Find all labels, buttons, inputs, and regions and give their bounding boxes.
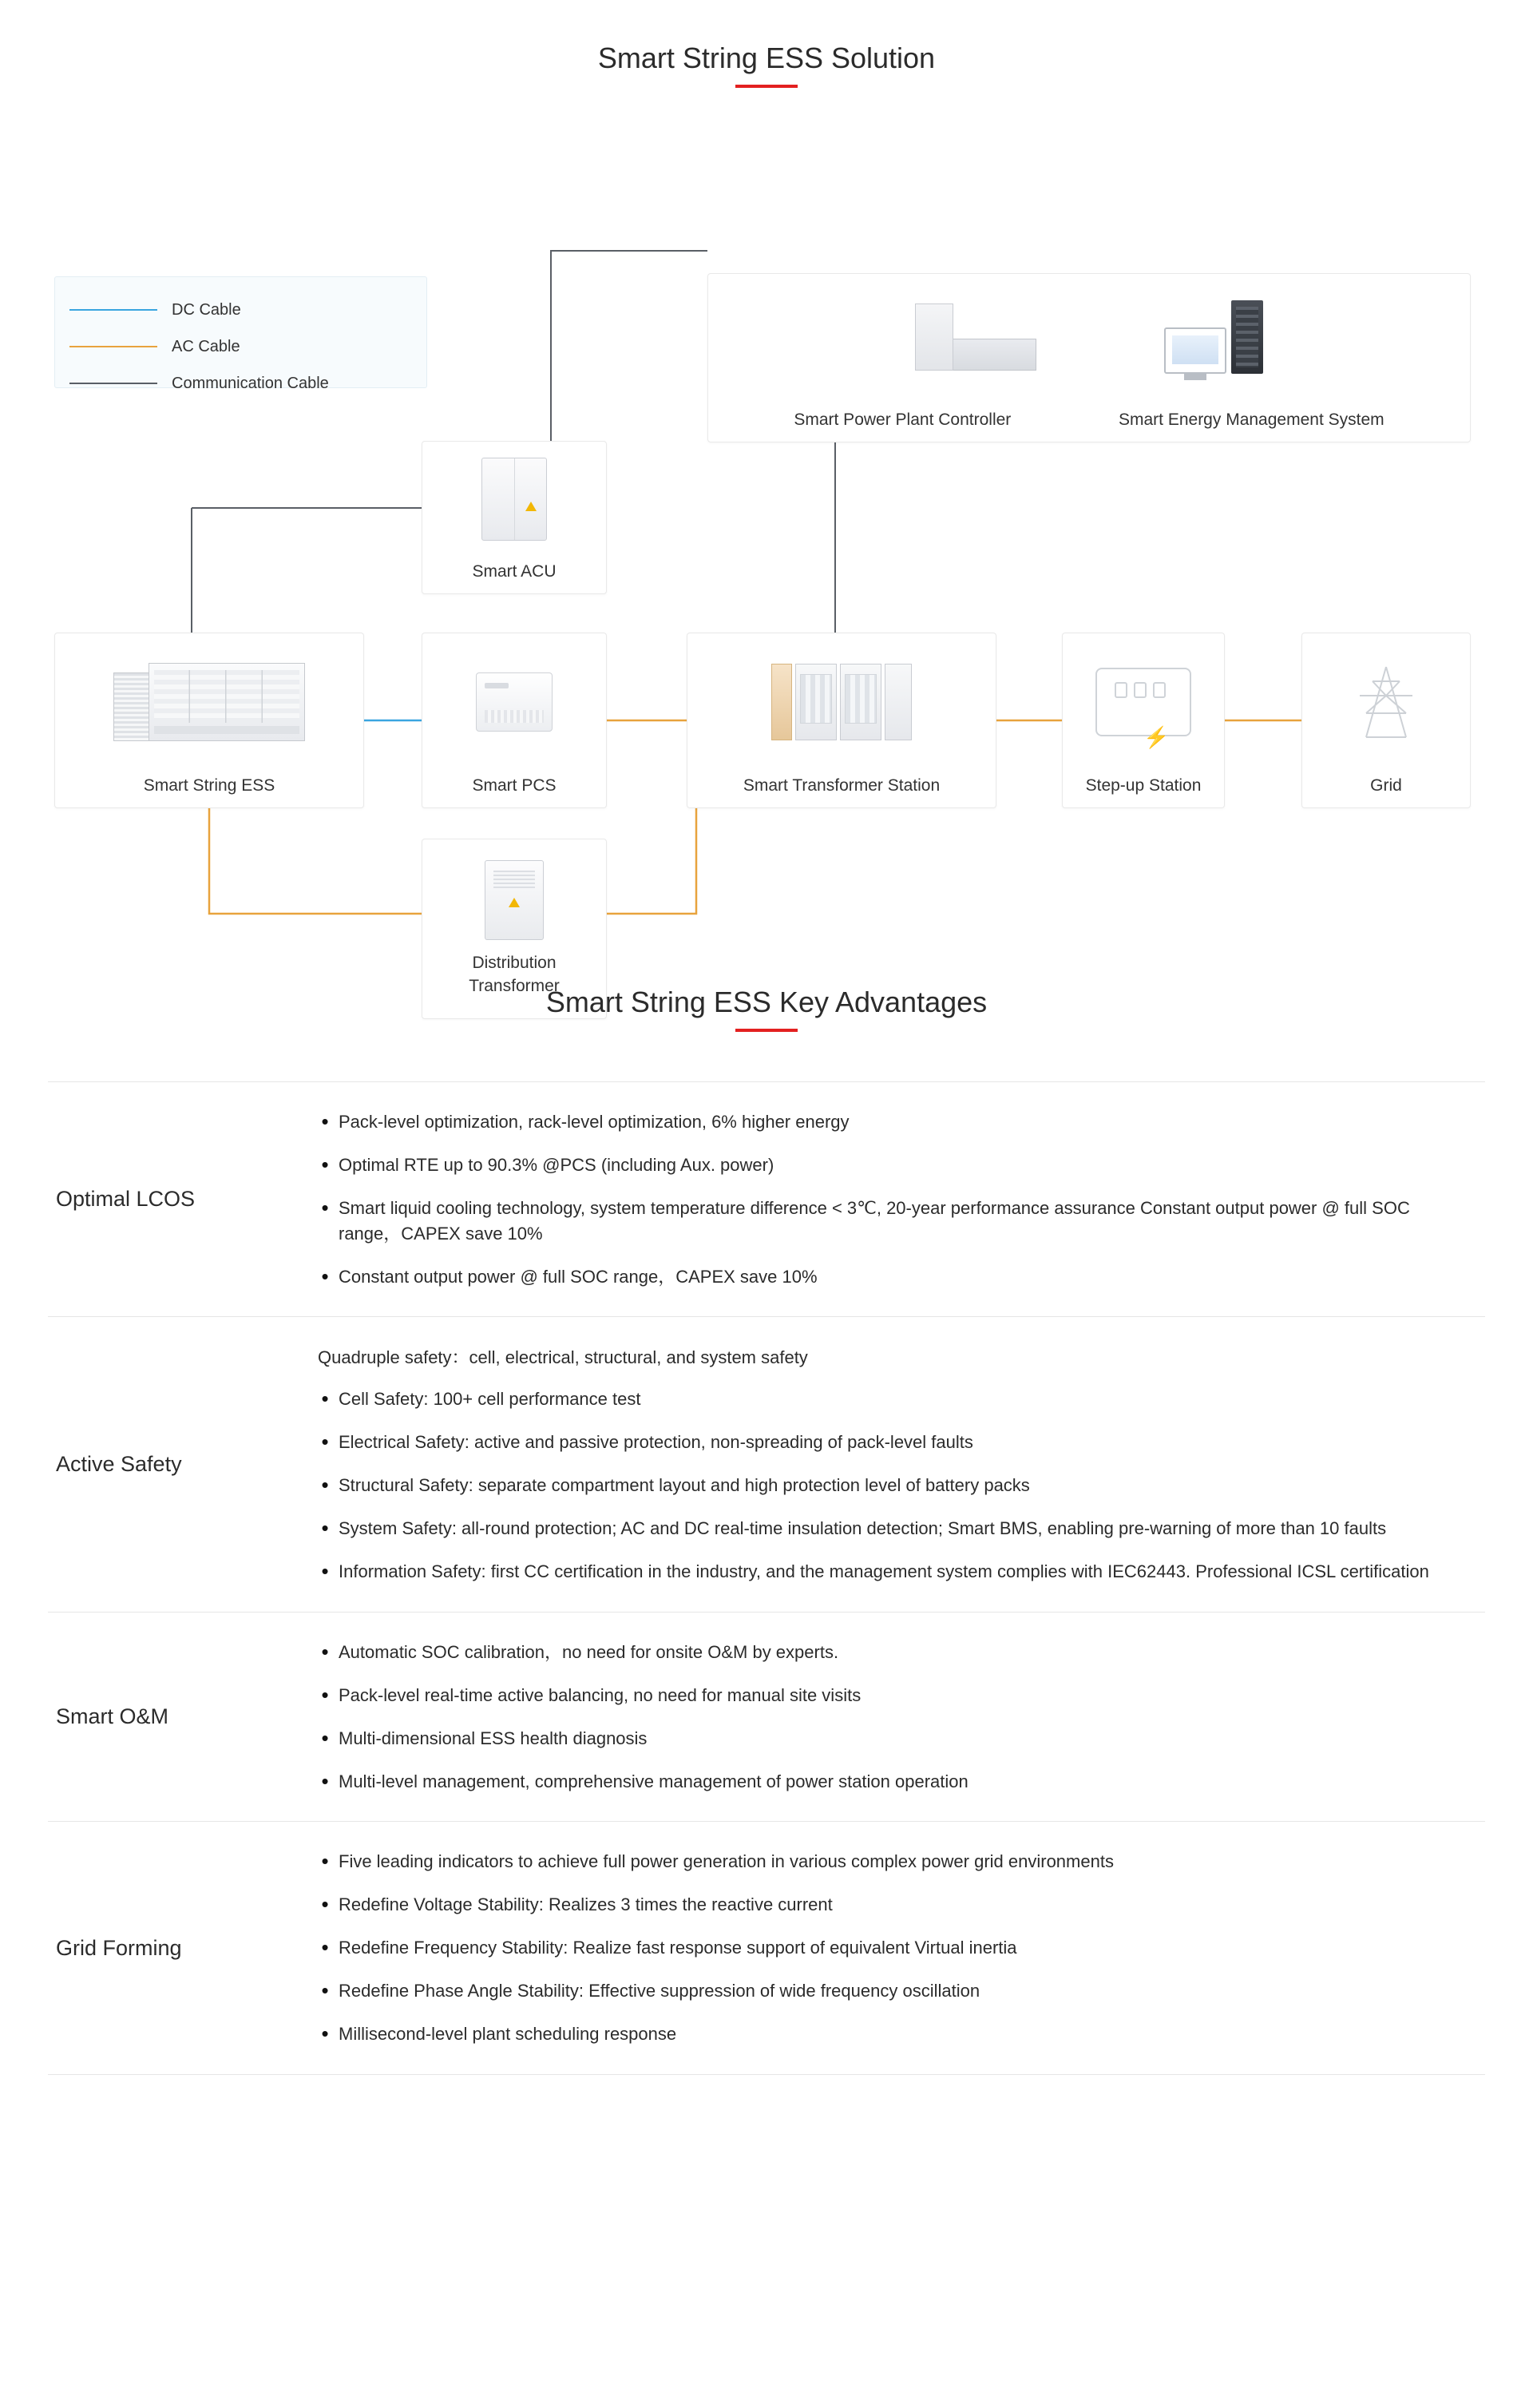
advantage-item-text: Cell Safety: 100+ cell performance test — [339, 1389, 641, 1410]
top-panel-art — [708, 274, 1470, 400]
advantage-item-text: Redefine Voltage Stability: Realizes 3 times the reactive current — [339, 1894, 833, 1915]
advantage-name: Active Safety — [56, 1452, 182, 1477]
label-smart-energy-management-system: Smart Energy Management System — [1118, 410, 1384, 429]
advantage-item-text: Structural Safety: separate compartment layout and high protection level of battery packs — [339, 1475, 1030, 1496]
advantage-list-item — [311, 1196, 1453, 1247]
distribution-transformer-icon — [485, 860, 544, 940]
advantage-name: Grid Forming — [56, 1935, 182, 1960]
advantage-intro: Quadruple safety：cell, electrical, structural, and system safety — [318, 1347, 808, 1368]
bullet-icon: • — [321, 1473, 329, 1498]
bullet-icon: • — [321, 1892, 329, 1917]
advantage-items — [311, 1849, 1485, 2046]
advantage-row — [48, 1081, 1485, 1316]
advantage-row — [48, 1821, 1485, 2074]
legend-label-ac: AC Cable — [172, 337, 240, 355]
label-smart-acu: Smart ACU — [472, 561, 557, 581]
bullet-icon: • — [321, 1264, 329, 1288]
bullet-icon: • — [321, 1978, 329, 2003]
node-smart-string-ess — [54, 633, 364, 808]
pcs-inverter-icon — [476, 672, 553, 732]
bullet-icon: • — [321, 1849, 329, 1874]
line-segment-icon — [69, 346, 157, 347]
bullet-icon: • — [321, 1516, 329, 1541]
advantage-item-text: Multi-level management, comprehensive management of power station operation — [339, 1771, 969, 1791]
bullet-icon: • — [321, 1195, 329, 1220]
bullet-icon: • — [321, 1639, 329, 1664]
advantage-items — [311, 1640, 1485, 1795]
advantage-list-item — [311, 1559, 1453, 1585]
advantage-list-item — [311, 1516, 1453, 1541]
cable-legend — [54, 276, 427, 392]
advantage-list-item — [311, 1978, 1453, 2004]
label-smart-pcs: Smart PCS — [472, 776, 557, 795]
node-smart-acu — [422, 441, 607, 594]
advantages-title — [0, 986, 1533, 1043]
node-smart-pcs — [422, 633, 607, 808]
step-up-art — [1063, 633, 1224, 771]
top-panel-labels — [708, 410, 1470, 430]
advantage-list-item — [311, 1935, 1453, 1961]
advantage-item-text: Optimal RTE up to 90.3% @PCS (including Aux. power) — [339, 1154, 774, 1175]
advantage-list-item — [311, 1849, 1453, 1874]
acu-cabinet-icon — [481, 458, 547, 541]
bullet-icon: • — [321, 1935, 329, 1960]
bullet-icon: • — [321, 1725, 329, 1750]
advantage-item-text: Five leading indicators to achieve full power generation in various complex power grid environments — [339, 1851, 1114, 1872]
advantage-list-item — [311, 1109, 1453, 1135]
advantage-list-item — [311, 2021, 1453, 2047]
bullet-icon: • — [321, 1109, 329, 1133]
advantages-table — [0, 1081, 1533, 2123]
advantages-title-text: Smart String ESS Key Advantages — [545, 986, 988, 1018]
title-underline — [735, 85, 798, 88]
label-smart-string-ess: Smart String ESS — [143, 776, 275, 795]
advantage-item-text: Pack-level optimization, rack-level optimization, 6% higher energy — [339, 1112, 850, 1132]
ess-art — [55, 633, 363, 771]
node-grid — [1301, 633, 1471, 808]
label-distribution-transformer-line1: Distribution — [472, 954, 557, 973]
advantage-list-item — [311, 1386, 1453, 1412]
page-title-text: Smart String ESS Solution — [597, 42, 936, 74]
transformer-station-art — [687, 633, 996, 771]
bullet-icon: • — [321, 1430, 329, 1454]
transformer-station-icon — [771, 664, 912, 740]
grid-art — [1302, 633, 1470, 771]
pylon-icon — [1342, 664, 1430, 740]
legend-item-dc — [69, 292, 426, 328]
advantage-item-text: Electrical Safety: active and passive protection, non-spreading of pack-level faults — [339, 1432, 973, 1453]
bullet-icon: • — [321, 2021, 329, 2046]
advantage-item-text: Pack-level real-time active balancing, no need for manual site visits — [339, 1684, 862, 1705]
advantage-items — [311, 1344, 1485, 1584]
advantage-list-item — [311, 1264, 1453, 1290]
legend-item-ac — [69, 328, 426, 365]
pcs-art — [422, 633, 606, 771]
advantage-list-item — [311, 1473, 1453, 1498]
bullet-icon: • — [321, 1682, 329, 1707]
advantage-item-text: Redefine Frequency Stability: Realize fast response support of equivalent Virtual inertia — [339, 1938, 1017, 1958]
advantage-item-text: Automatic SOC calibration，no need for onsite O&M by experts. — [339, 1641, 839, 1662]
line-segment-icon — [69, 309, 157, 311]
bullet-icon: • — [321, 1559, 329, 1584]
monitor-server-icon — [1164, 300, 1263, 374]
label-grid: Grid — [1370, 776, 1402, 795]
advantage-row — [48, 1612, 1485, 1822]
controller-cabinet-icon — [915, 303, 1036, 371]
advantage-row — [48, 1316, 1485, 1611]
label-distribution-transformer-line2: Transformer — [469, 976, 560, 995]
solution-diagram — [0, 99, 1533, 995]
step-up-icon: ⚡ — [1095, 668, 1191, 736]
advantage-name: Optimal LCOS — [56, 1187, 196, 1212]
page-title — [0, 0, 1533, 99]
advantage-list-item — [311, 1152, 1453, 1178]
advantage-list-item — [311, 1892, 1453, 1918]
node-smart-transformer-station — [687, 633, 996, 808]
bullet-icon: • — [321, 1768, 329, 1793]
legend-item-comm — [69, 365, 426, 402]
ess-container-icon — [113, 663, 305, 741]
label-smart-power-plant-controller: Smart Power Plant Controller — [794, 410, 1012, 429]
distribution-transformer-art — [422, 839, 606, 961]
advantage-items — [311, 1109, 1485, 1289]
advantage-list-item — [311, 1769, 1453, 1795]
advantage-item-text: System Safety: all-round protection; AC and DC real-time insulation detection; Smart BMS, enabling pre-warning of more than 10 faults — [339, 1518, 1387, 1539]
legend-label-comm: Communication Cable — [172, 374, 329, 392]
node-top-control-panel — [707, 273, 1471, 442]
diagram-connectors — [0, 99, 1533, 986]
advantage-list-item — [311, 1726, 1453, 1751]
label-smart-transformer-station: Smart Transformer Station — [743, 776, 941, 795]
advantage-item-text: Redefine Phase Angle Stability: Effective suppression of wide frequency oscillation — [339, 1981, 980, 2001]
acu-art — [422, 442, 606, 557]
advantage-list-item — [311, 1683, 1453, 1708]
advantage-item-text: Smart liquid cooling technology, system temperature difference < 3℃, 20-year performance assurance Constant output power @ full SOC range，CAPEX save 10% — [339, 1197, 1410, 1244]
label-step-up-station: Step-up Station — [1085, 776, 1202, 795]
advantage-item-text: Information Safety: first CC certification in the industry, and the management system complies with IEC62443. Professional ICSL certification — [339, 1561, 1429, 1582]
advantage-item-text: Multi-dimensional ESS health diagnosis — [339, 1728, 648, 1748]
advantage-list-item — [311, 1430, 1453, 1455]
legend-label-dc: DC Cable — [172, 300, 241, 319]
advantages-title-underline — [735, 1029, 798, 1032]
bullet-icon: • — [321, 1152, 329, 1176]
line-segment-icon — [69, 383, 157, 384]
advantage-list-item — [311, 1640, 1453, 1665]
advantage-item-text: Millisecond-level plant scheduling response — [339, 2024, 677, 2045]
node-step-up-station — [1062, 633, 1225, 808]
bullet-icon: • — [321, 1386, 329, 1411]
advantage-item-text: Constant output power @ full SOC range，CAPEX save 10% — [339, 1266, 818, 1287]
advantage-name: Smart O&M — [56, 1704, 169, 1729]
